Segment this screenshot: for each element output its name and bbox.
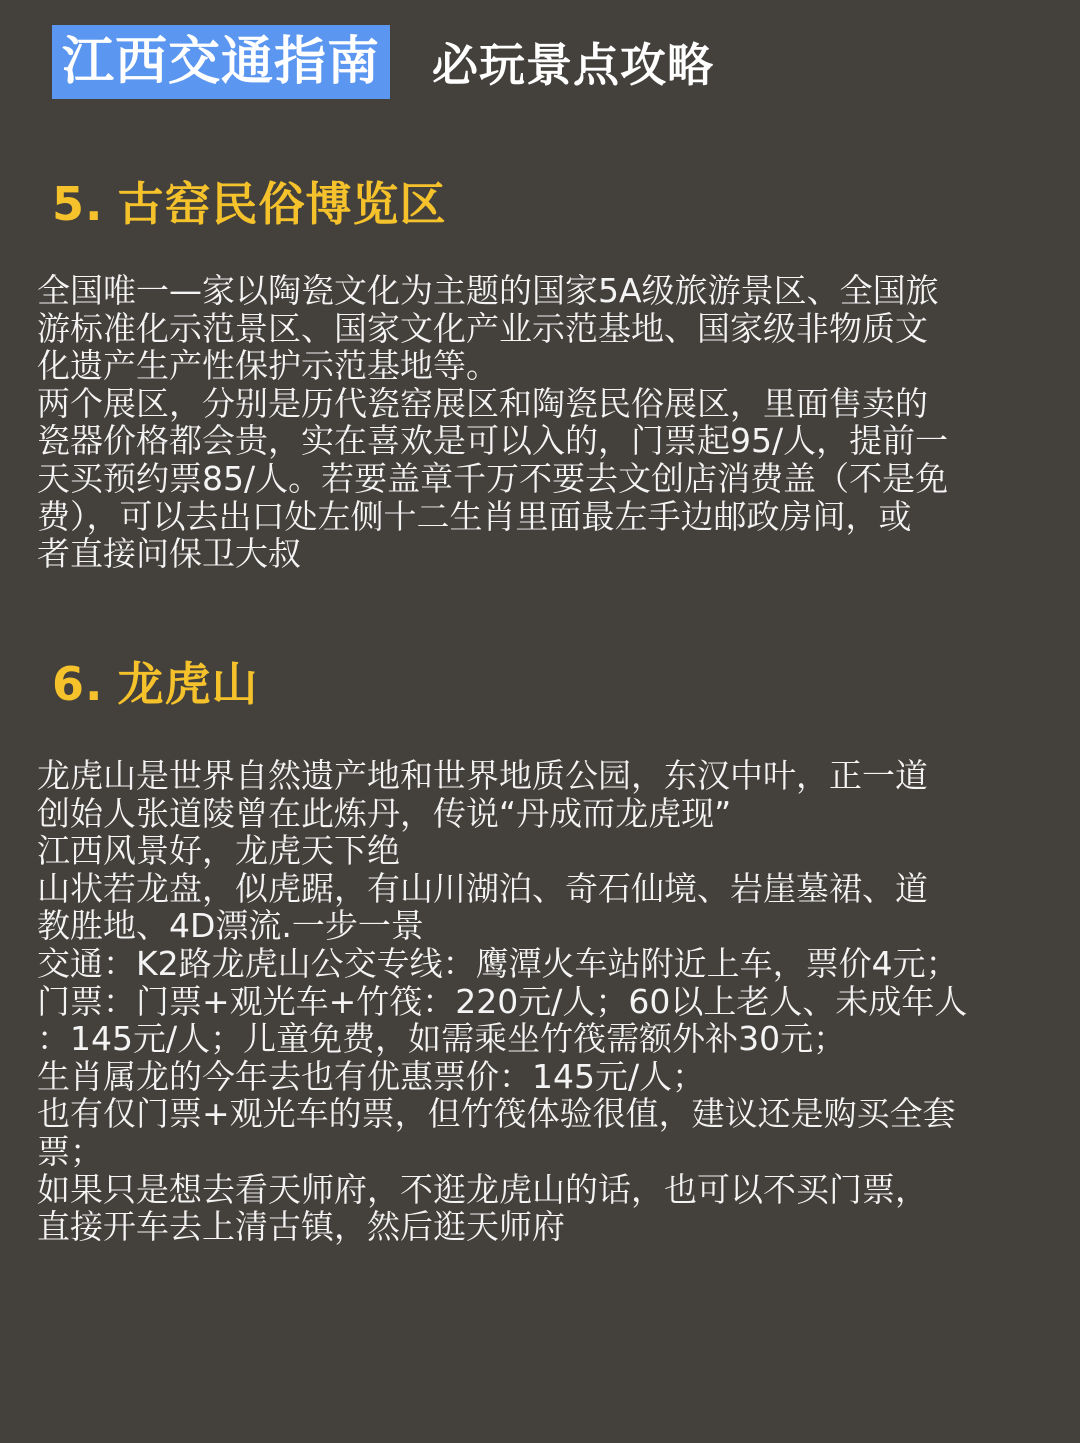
body-line: 交通：K2路龙虎山公交专线：鹰潭火车站附近上车，票价4元； (37, 943, 959, 983)
body-line: 山状若龙盘，似虎踞，有山川湖泊、奇石仙境、岩崖墓裙、道 (37, 868, 928, 908)
body-line: 票； (37, 1131, 103, 1171)
section-5-body (37, 272, 1073, 573)
section-heading: 龙虎山 (117, 657, 259, 711)
section-number: 6. (52, 657, 104, 711)
section-6-body (37, 757, 1073, 1246)
body-line: 门票：门票+观光车+竹筏：220元/人；60以上老人、未成年人 (37, 981, 968, 1021)
body-line: 教胜地、4D漂流.一步一景 (37, 906, 424, 946)
body-line: 瓷器价格都会贵，实在喜欢是可以入的，门票起95/人，提前一 (37, 421, 949, 461)
page-header (52, 25, 714, 99)
body-line: 生肖属龙的今年去也有优惠票价：145元/人； (37, 1056, 706, 1096)
body-line: 江西风景好，龙虎天下绝 (37, 831, 400, 871)
page-subtitle: 必玩景点攻略 (432, 38, 715, 92)
section-heading: 古窑民俗博览区 (117, 177, 447, 231)
body-line: 创始人张道陵曾在此炼丹，传说“丹成而龙虎现” (37, 793, 732, 833)
body-line: ：145元/人；儿童免费，如需乘坐竹筏需额外补30元； (37, 1019, 847, 1059)
body-line: 龙虎山是世界自然遗产地和世界地质公园，东汉中叶，正一道 (37, 756, 928, 795)
section-title-5 (52, 168, 446, 234)
body-line: 者直接问保卫大叔 (37, 534, 301, 574)
body-line: 直接开车去上清古镇，然后逛天师府 (37, 1207, 565, 1247)
body-line: 游标准化示范景区、国家文化产业示范基地、国家级非物质文 (37, 308, 928, 348)
body-line: 费），可以去出口处左侧十二生肖里面最左手边邮政房间，或 (37, 496, 912, 536)
section-title-6 (52, 648, 258, 714)
section-number: 5. (52, 177, 104, 231)
guide-tag: 江西交通指南 (52, 25, 390, 99)
body-line: 也有仅门票+观光车的票，但竹筏体验很值，建议还是购买全套 (37, 1094, 956, 1134)
body-line: 天买预约票85/人。若要盖章千万不要去文创店消费盖（不是免 (37, 458, 949, 498)
body-line: 如果只是想去看天师府，不逛龙虎山的话，也可以不买门票， (37, 1169, 928, 1209)
body-line: 全国唯一—家以陶瓷文化为主题的国家5A级旅游景区、全国旅 (37, 271, 939, 310)
body-line: 化遗产生产性保护示范基地等。 (37, 346, 499, 386)
body-line: 两个展区，分别是历代瓷窑展区和陶瓷民俗展区，里面售卖的 (37, 383, 928, 423)
